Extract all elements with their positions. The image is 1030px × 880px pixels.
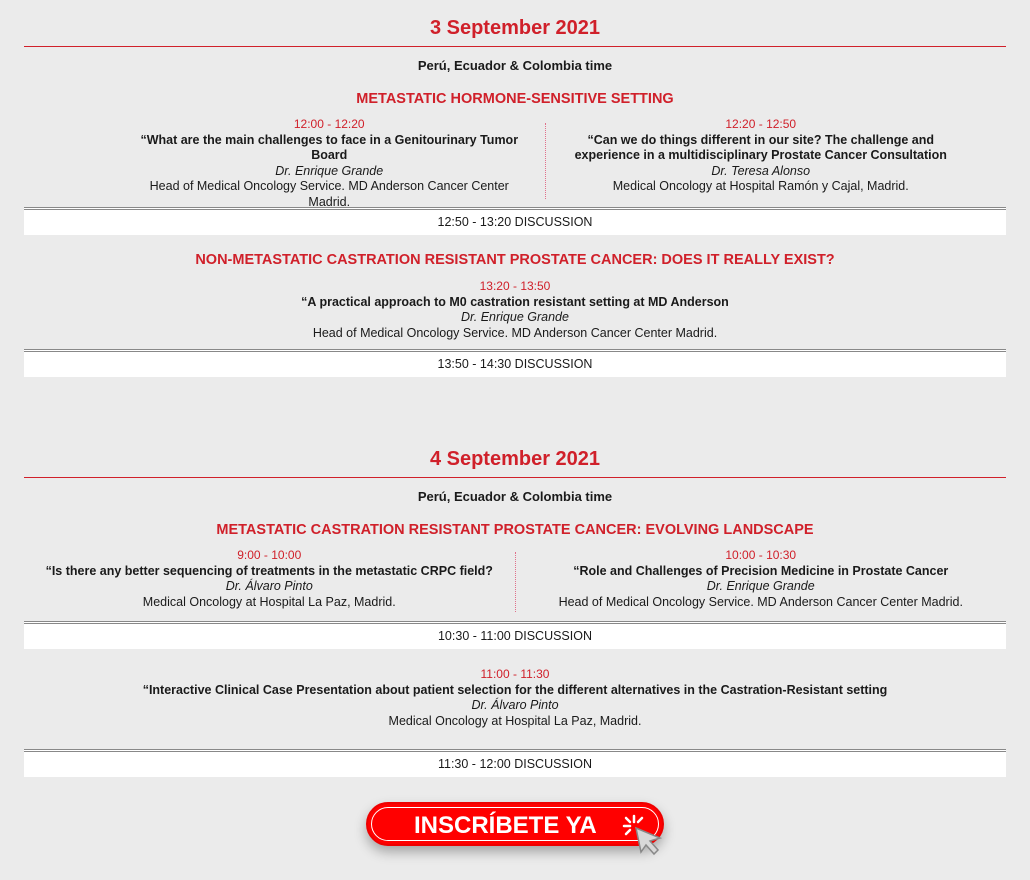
day-date: 3 September 2021: [24, 10, 1006, 47]
section-title: METASTATIC CASTRATION RESISTANT PROSTATE CANCER: EVOLVING LANDSCAPE: [216, 522, 814, 538]
talk-affiliation: Medical Oncology at Hospital La Paz, Madrid.: [388, 713, 642, 728]
register-button-label: INSCRÍBETE YA: [414, 812, 597, 839]
talk-speaker: Dr. Álvaro Pinto: [471, 698, 559, 712]
talk-speaker: Dr. Enrique Grande: [275, 163, 384, 178]
discussion-bar: 11:30 - 12:00 DISCUSSION: [24, 749, 1006, 777]
timezone: Perú, Ecuador & Colombia time: [417, 58, 613, 73]
talk-time: 12:00 - 12:20: [293, 117, 365, 131]
talk-affiliation: Medical Oncology at Hospital La Paz, Madrid.: [142, 594, 396, 609]
talk-speaker: Dr. Álvaro Pinto: [225, 579, 313, 593]
talk-affiliation: Head of Medical Oncology Service. MD Anderson Cancer Center Madrid.: [312, 325, 718, 340]
talk-speaker: Dr. Enrique Grande: [706, 579, 815, 593]
timezone: Perú, Ecuador & Colombia time: [417, 489, 613, 504]
talk-columns: [24, 117, 1006, 207]
talk-title: “Is there any better sequencing of treatments in the metastatic CRPC field?: [45, 563, 493, 578]
talk-title: “Interactive Clinical Case Presentation about patient selection for the different alternatives in the Castration-Resistant setting: [142, 682, 888, 697]
discussion-bar: 13:50 - 14:30 DISCUSSION: [24, 349, 1006, 377]
cursor-click-icon: [620, 812, 676, 860]
day-date: 4 September 2021: [24, 441, 1006, 478]
talk-columns: [24, 548, 1006, 621]
talk-time: 11:00 - 11:30: [480, 667, 550, 681]
day-2: [24, 441, 1006, 777]
talk-title: “A practical approach to M0 castration resistant setting at MD Anderson: [301, 294, 729, 309]
talk-time: 10:00 - 10:30: [725, 548, 797, 562]
talk: [134, 117, 545, 207]
talk: [516, 548, 1007, 621]
talk: [24, 548, 515, 621]
talk-time: 13:20 - 13:50: [479, 279, 551, 293]
talk-time: 12:20 - 12:50: [725, 117, 797, 131]
talk-affiliation: Medical Oncology at Hospital Ramón y Cajal, Madrid.: [612, 179, 909, 193]
talk-speaker: Dr. Enrique Grande: [461, 310, 569, 324]
section-title: METASTATIC HORMONE-SENSITIVE SETTING: [356, 91, 674, 107]
day-1: [24, 10, 1006, 377]
talk-title: “What are the main challenges to face in a Genitourinary Tumor Board: [140, 132, 519, 162]
talk-time: 9:00 - 10:00: [237, 548, 302, 562]
talk-title: “Can we do things different in our site? The challenge and experience in a multidisciplinary Prostate Cancer Consultation: [574, 132, 947, 162]
discussion-bar: 10:30 - 11:00 DISCUSSION: [24, 621, 1006, 649]
talk: [24, 667, 1006, 749]
talk-title: “Role and Challenges of Precision Medicine in Prostate Cancer: [573, 563, 949, 578]
section-title: NON-METASTATIC CASTRATION RESISTANT PROSTATE CANCER: DOES IT REALLY EXIST?: [195, 252, 835, 268]
talk-affiliation: Head of Medical Oncology Service. MD Anderson Cancer Center Madrid.: [558, 594, 963, 609]
discussion-bar: 12:50 - 13:20 DISCUSSION: [24, 207, 1006, 235]
talk: [24, 279, 1006, 349]
talk-affiliation: Head of Medical Oncology Service. MD Anderson Cancer Center Madrid.: [149, 179, 509, 209]
talk-speaker: Dr. Teresa Alonso: [711, 163, 811, 178]
talk: [546, 117, 957, 207]
